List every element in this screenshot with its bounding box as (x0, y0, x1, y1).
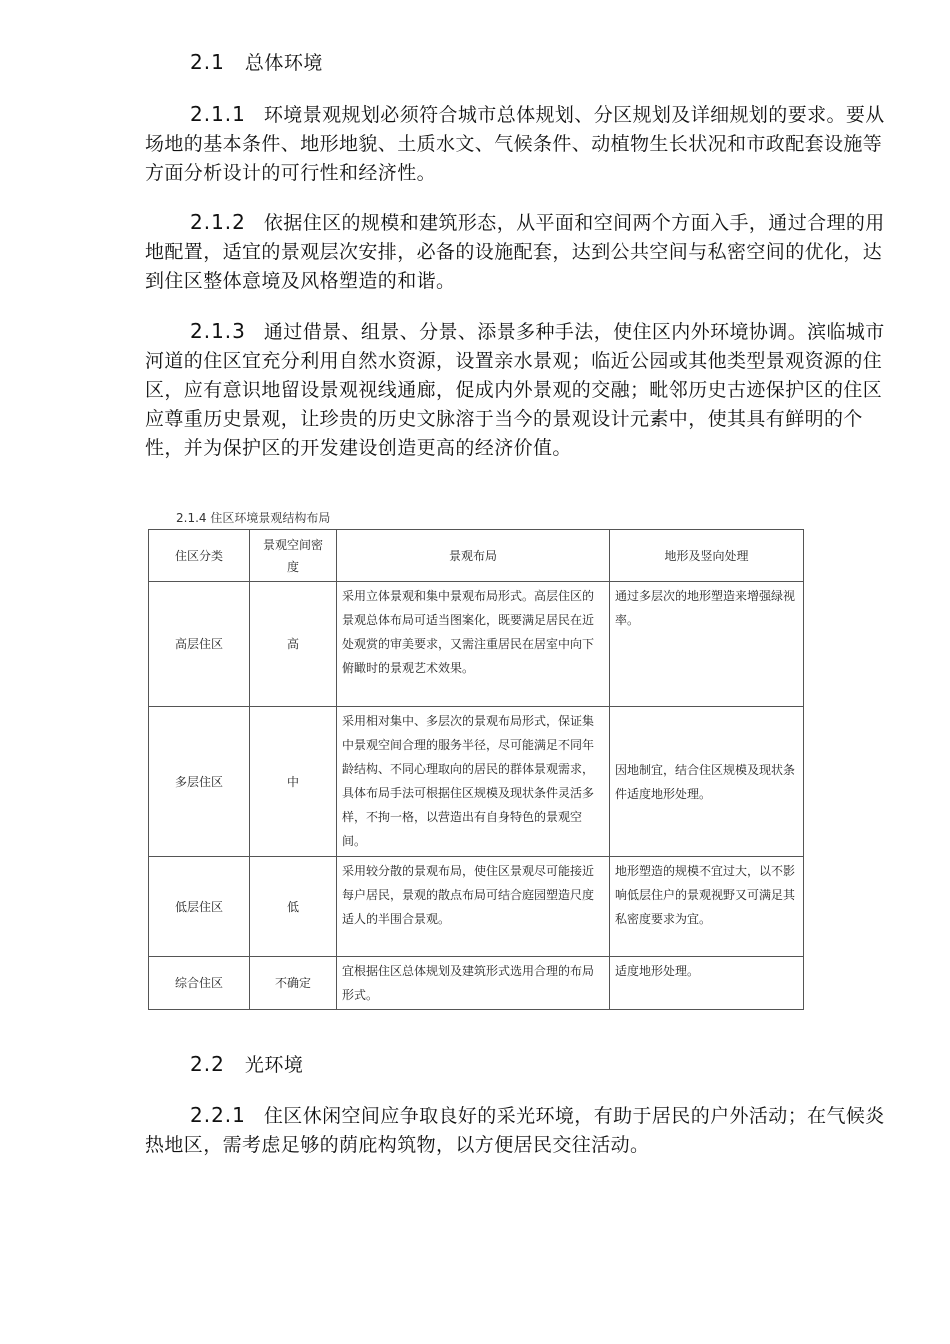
table-cell-terrain: 通过多层次的地形塑造来增强绿视率。 (610, 582, 804, 707)
table-header-row (149, 530, 804, 582)
table-cell-terrain: 因地制宜，结合住区规模及现状条件适度地形处理。 (610, 707, 804, 857)
table-cell-layout: 采用较分散的景观布局，使住区景观尽可能接近每户居民，景观的散点布局可结合庭园塑造尺度适人的半围合景观。 (337, 857, 610, 957)
table-cell-density: 不确定 (250, 957, 337, 1010)
section-heading-2-1 (190, 48, 323, 77)
table-cell-layout: 采用立体景观和集中景观布局形式。高层住区的景观总体布局可适当图案化，既要满足居民在近处观赏的审美要求，又需注重居民在居室中向下俯瞰时的景观艺术效果。 (337, 582, 610, 707)
table-cell-terrain: 地形塑造的规模不宜过大，以不影响低层住户的景观视野又可满足其私密度要求为宜。 (610, 857, 804, 957)
table-row (149, 857, 804, 957)
table-row (149, 582, 804, 707)
section-number: 2.1 (190, 50, 225, 74)
clause-text: 环境景观规划必须符合城市总体规划、分区规划及详细规划的要求。要从场地的基本条件、地形地貌、土质水文、气候条件、动植物生长状况和市政配套设施等方面分析设计的可行性和经济性。 (145, 104, 885, 184)
table-cell-layout: 宜根据住区总体规划及建筑形式选用合理的布局形式。 (337, 957, 610, 1010)
table-header-cell: 住区分类 (149, 530, 250, 582)
clause-text: 住区休闲空间应争取良好的采光环境，有助于居民的户外活动；在气候炎热地区，需考虑足够的荫庇构筑物，以方便居民交往活动。 (145, 1105, 885, 1156)
section-number: 2.2 (190, 1052, 225, 1076)
table-cell-layout: 采用相对集中、多层次的景观布局形式，保证集中景观空间合理的服务半径，尽可能满足不同年龄结构、不同心理取向的居民的群体景观需求，具体布局手法可根据住区规模及现状条件灵活多样，不拘一格，以营造出有自身特色的景观空间。 (337, 707, 610, 857)
clause-text: 通过借景、组景、分景、添景多种手法，使住区内外环境协调。滨临城市河道的住区宜充分利用自然水资源，设置亲水景观；临近公园或其他类型景观资源的住区，应有意识地留设景观视线通廊，促成内外景观的交融；毗邻历史古迹保护区的住区应尊重历史景观，让珍贵的历史文脉溶于当今的景观设计元素中，使其具有鲜明的个性，并为保护区的开发建设创造更高的经济价值。 (145, 321, 885, 459)
clause-number: 2.2.1 (190, 1103, 246, 1127)
clause-number: 2.1.1 (190, 102, 246, 126)
landscape-layout-table (148, 529, 804, 1010)
table-cell-terrain: 适度地形处理。 (610, 957, 804, 1010)
table-row (149, 957, 804, 1010)
table-cell-density: 中 (250, 707, 337, 857)
section-heading-2-2 (190, 1050, 303, 1079)
paragraph-2-1-1 (145, 100, 885, 188)
table-cell-density: 低 (250, 857, 337, 957)
clause-number: 2.1.2 (190, 210, 246, 234)
paragraph-2-2-1 (145, 1101, 885, 1160)
table-header-cell: 景观布局 (337, 530, 610, 582)
clause-number: 2.1.3 (190, 319, 246, 343)
paragraph-2-1-2 (145, 208, 885, 296)
table-cell-category: 综合住区 (149, 957, 250, 1010)
table-cell-category: 低层住区 (149, 857, 250, 957)
table-header-cell: 地形及竖向处理 (610, 530, 804, 582)
paragraph-2-1-3 (145, 317, 885, 463)
clause-text: 依据住区的规模和建筑形态，从平面和空间两个方面入手，通过合理的用地配置，适宜的景观层次安排，必备的设施配套，达到公共空间与私密空间的优化，达到住区整体意境及风格塑造的和谐。 (145, 212, 885, 292)
table-caption: 2.1.4 住区环境景观结构布局 (176, 511, 331, 525)
table-cell-category: 多层住区 (149, 707, 250, 857)
table-cell-density: 高 (250, 582, 337, 707)
table-row (149, 707, 804, 857)
section-title: 总体环境 (244, 52, 323, 74)
table-header-cell: 景观空间密 度 (250, 530, 337, 582)
section-title: 光环境 (244, 1054, 304, 1076)
table-cell-category: 高层住区 (149, 582, 250, 707)
